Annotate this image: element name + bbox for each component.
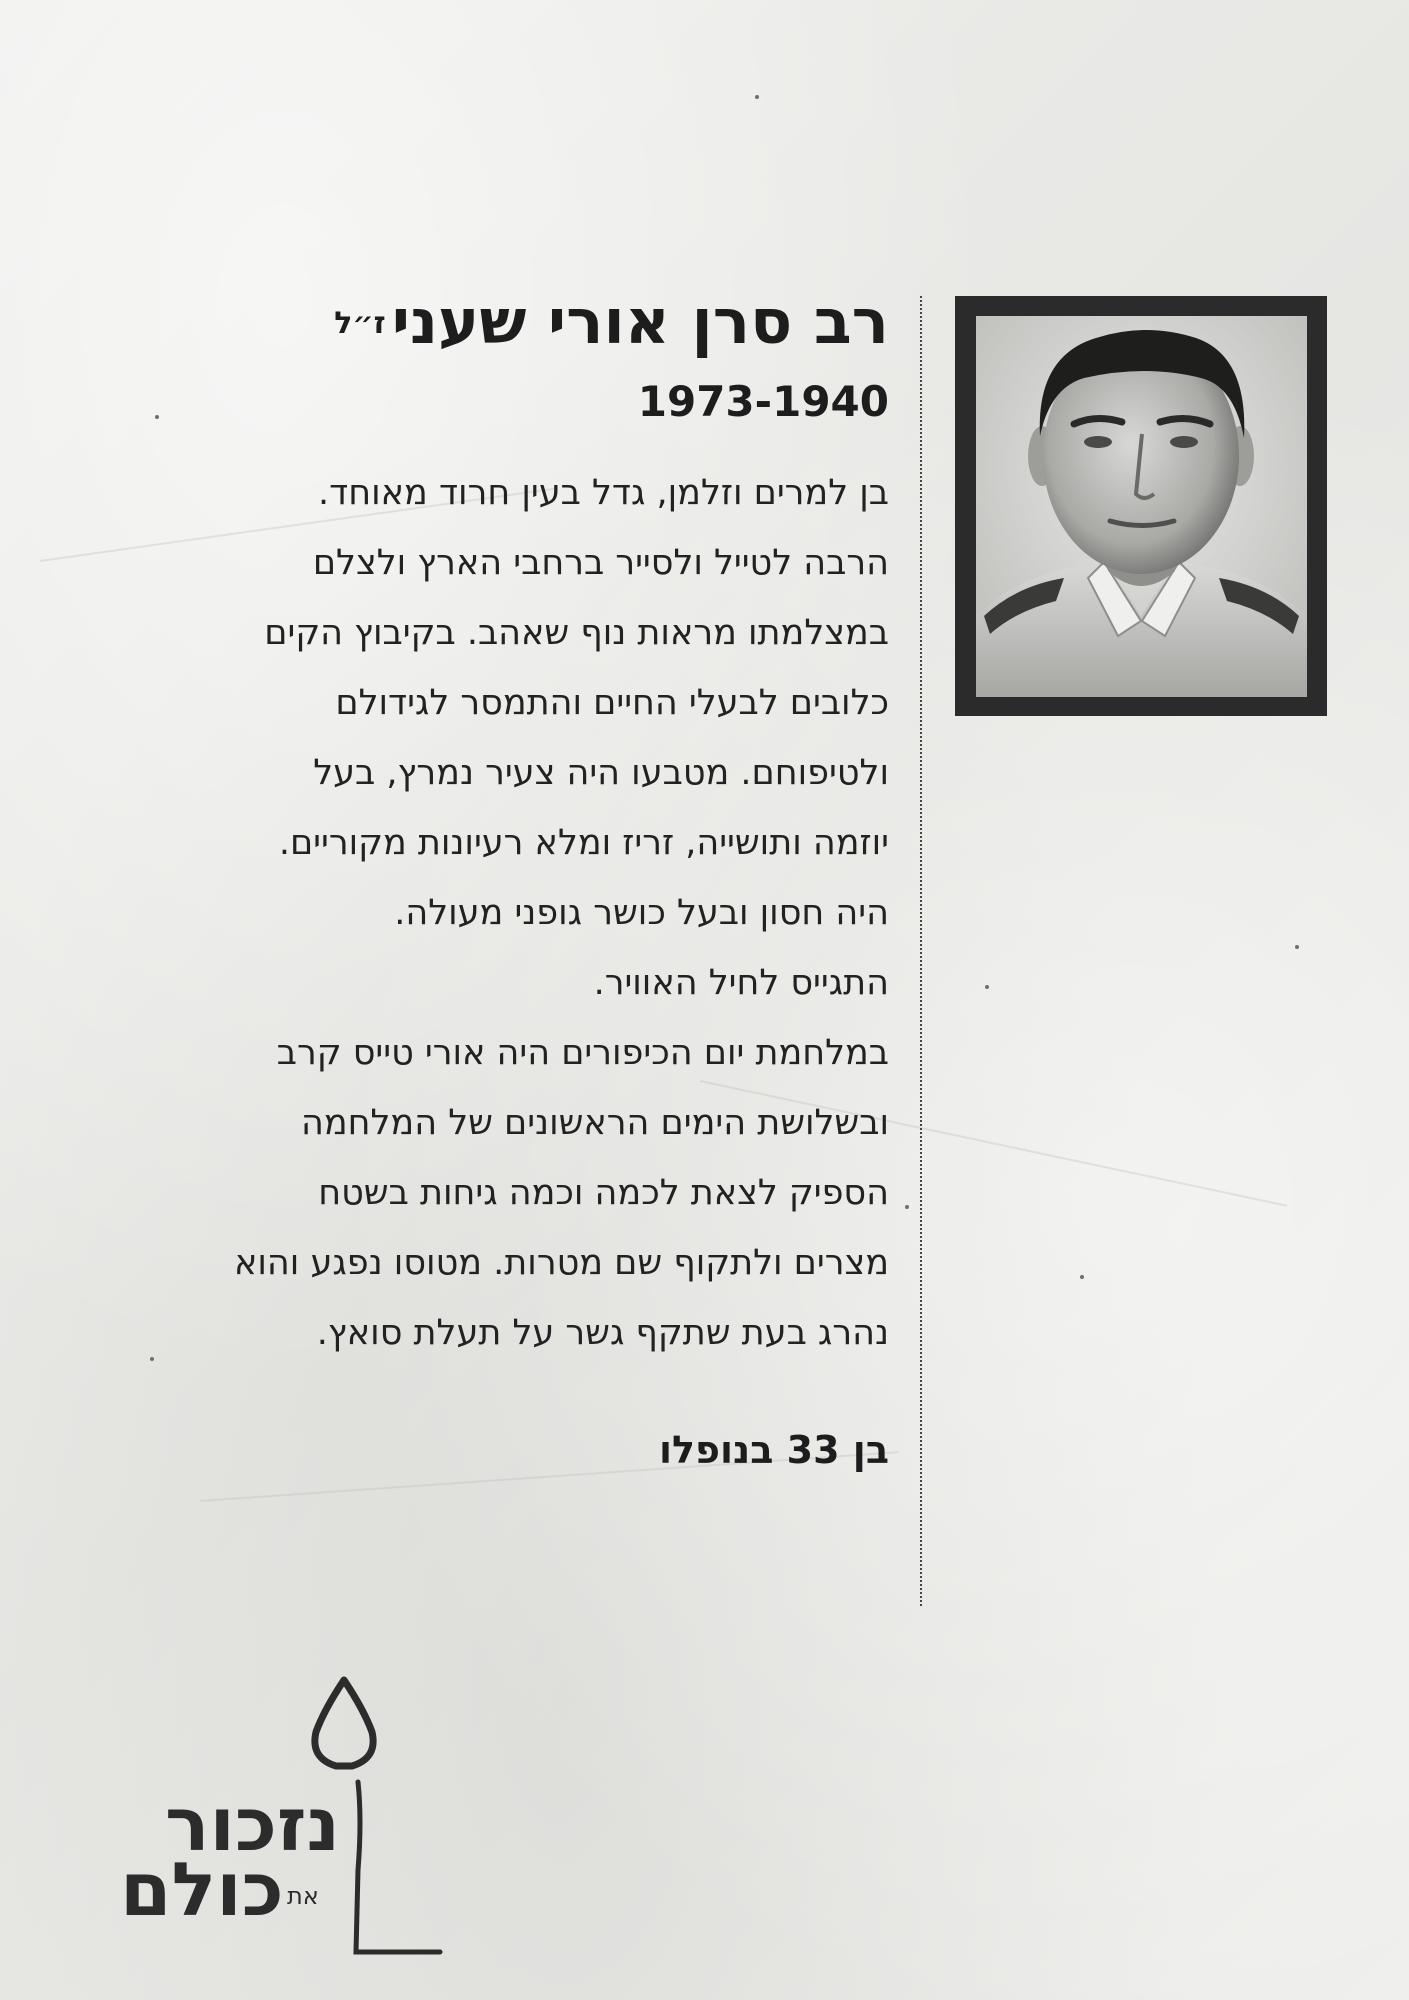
biography (129, 458, 889, 1368)
logo-word-small: את (287, 1882, 319, 1910)
bio-line: התגייס לחיל האוויר. (593, 962, 889, 1003)
dotted-divider (920, 296, 922, 1606)
bio-line: מצרים ולתקוף שם מטרות. מטוסו נפגע והוא (234, 1242, 889, 1283)
name-title: רב סרן אורי שעני (391, 285, 889, 358)
bio-line: יוזמה ותושייה, זריז ומלא רעיונות מקוריים. (278, 822, 889, 863)
age-at-death: בן 33 בנופלו (658, 1427, 889, 1472)
logo-word-top: נזכור (165, 1782, 341, 1868)
bio-line: הרבה לטייל ולסייר ברחבי הארץ ולצלם (312, 542, 889, 583)
portrait-photo (976, 316, 1307, 697)
nizkor-logo (110, 1670, 460, 1970)
honorific: ז״ל (334, 305, 386, 341)
bio-line: נהרג בעת שתקף גשר על תעלת סואץ. (316, 1312, 889, 1353)
bio-line: במצלמתו מראות נוף שאהב. בקיבוץ הקים (264, 612, 889, 653)
paper-speck (1080, 1275, 1084, 1279)
logo-word-bottom: כולם (120, 1847, 284, 1933)
bio-line: היה חסון ובעל כושר גופני מעולה. (394, 892, 889, 933)
page-title (129, 280, 889, 366)
paper-speck (905, 1205, 909, 1209)
bio-line: הספיק לצאת לכמה וכמה גיחות בשטח (318, 1172, 889, 1213)
bio-line: במלחמת יום הכיפורים היה אורי טייס קרב (276, 1032, 889, 1073)
bio-line: ולטיפוחם. מטבעו היה צעיר נמרץ, בעל (313, 752, 889, 793)
paper-speck (985, 985, 989, 989)
paper-speck (1295, 945, 1299, 949)
memorial-text (129, 280, 889, 1480)
portrait-frame (955, 296, 1327, 716)
bio-line: בן למרים וזלמן, גדל בעין חרוד מאוחד. (318, 472, 889, 513)
bio-line: כלובים לבעלי החיים והתמסר לגידולם (335, 682, 889, 723)
life-years: 1973-1940 (637, 376, 889, 426)
paper-speck (755, 95, 759, 99)
bio-line: ובשלושת הימים הראשונים של המלחמה (301, 1102, 889, 1143)
